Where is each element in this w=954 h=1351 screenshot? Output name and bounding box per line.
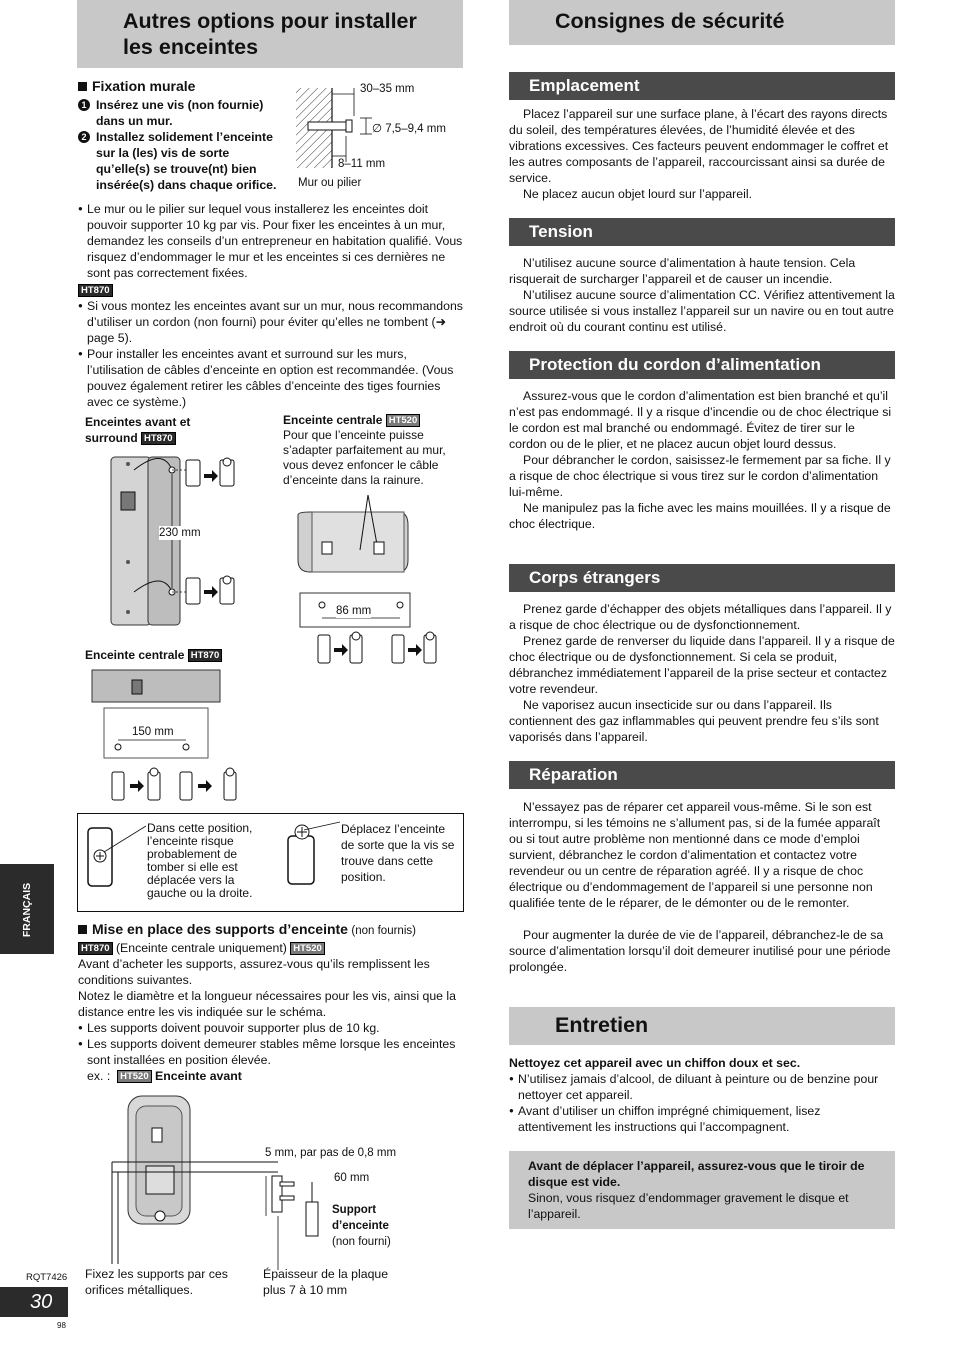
square-bullet-icon [78,82,87,91]
wall-notes [78,201,463,410]
plate-label: Épaisseur de la plaque plus 7 à 10 mm [263,1267,389,1297]
dim-8-11: 8–11 mm [338,158,386,170]
section-heading-emplacement: Emplacement [509,72,895,100]
step-number-icon: 2 [78,131,90,143]
stands-heading: Mise en place des supports d’enceinte (non fournis) [78,921,464,939]
maint-body: Nettoyez cet appareil avec un chiffon doux et sec. ● N’utilisez jamais d’alcool, de diluant à peinture ou de benzine pour nettoyer cet appareil. ● Avant d’utiliser un chiffon imprégné chimiquement, lisez attentivement les instructions qui l’accompagnent. [509,1055,895,1135]
square-bullet-icon [78,925,87,934]
model-tag: HT520 [117,1070,152,1083]
page-small: 98 [57,1321,66,1330]
wall-label: Mur ou pilier [298,177,362,189]
model-tag: HT520 [386,414,421,427]
dim-86: 86 mm [336,605,372,617]
wall-note-2: ● Si vous montez les enceintes avant sur un mur, nous recommandons d’utiliser un cordon (non fourni) pour éviter qu’elles ne tombent (➜ page 5). [78,298,463,346]
screw-position-right-icon [284,822,344,902]
dim-diameter: ∅ 7,5–9,4 mm [372,123,446,135]
note-right-text: Déplacez l’enceinte de sorte que la vis se trouve dans cette position. [341,822,455,884]
example-row: ex. : HT520 Enceinte avant [87,1069,242,1083]
warning-text: Avant de déplacer l’appareil, assurez-vous que le tiroir de disque est vide. Sinon, vous risquez d’endommager gravement le disque et l’appareil. [528,1159,865,1221]
wall-steps [78,97,286,193]
model-tag: HT520 [290,942,325,955]
stands-body: HT870 (Enceinte centrale uniquement) HT520 Avant d’acheter les supports, assurez-vous qu’ils remplissent les conditions suivantes. Notez le diamètre et la longueur nécessaires pour les vis, ainsi que la distance entre les vis indiquée sur le schéma. ● Les supports doivent pouvoir supporter plus de 10 kg. ● Les supports doivent demeurer stables même lorsque les enceintes sont installées en position élevée. ex. : HT520 Enceinte avant [78,940,464,1084]
center-ht520-diagram [290,490,465,670]
doc-code: RQT7426 [26,1272,68,1283]
screw-position-left-icon [84,822,144,902]
section-body-emplacement: Placez l’appareil sur une surface plane, à l’écart des rayons directs du soleil, des températures élevées, de l’humidité élevée et des vibrations excessives. Ces facteurs peuvent endommager le coffret et les autres composants de l’appareil, raccourcissant ainsi sa durée de service. Ne placez aucun objet lourd sur l’appareil. [509,107,889,201]
stands-tags: HT870 (Enceinte centrale uniquement) HT520 [78,940,464,956]
wall-heading: Fixation murale [78,78,195,94]
right-title: Consignes de sécurité [555,9,785,33]
note-left-text: Dans cette position, l’enceinte risque probablement de tomber si elle est déplacée vers la gauche ou la droite. [147,821,253,900]
section-body-corps: Prenez garde d’échapper des objets métalliques dans l’appareil. Il y a risque de choc électrique ou de dysfonctionnement. Prenez garde de renverser du liquide dans l’appareil. Il y a risque de choc électrique ou de dysfonctionnement. Si cela se produit, débranchez immédiatement l’appareil de la prise secteur et contactez votre revendeur. Ne vaporisez aucun insecticide sur ou dans l’appareil. Ils contiennent des gaz inflammables qui peuvent prendre feu s’ils sont vaporisés dans l’appareil. [509,602,895,744]
front-surround-label: Enceintes avant et surround HT870 [85,415,191,445]
support-label: Support d’enceinte (non fourni) [332,1204,391,1248]
model-tag: HT870 [78,284,113,297]
dim-230: 230 mm [159,527,201,539]
page-number: 30 [30,1291,53,1313]
wall-step-2: 2 Installez solidement l’enceinte sur la (les) vis de sorte qu’elle(s) se trouve(nt) bien insérée(s) dans chaque orifice. [78,129,286,193]
dim-30-35: 30–35 mm [360,83,415,95]
section-body-reparation: N’essayez pas de réparer cet appareil vous-même. Si le son est interrompu, si les témoins ne s’allument pas, si de la fumée apparaît ou si tout autre problème non mentionné dans ce mode d’emploi survient, débranchez le cordon d’alimentation et contactez votre revendeur ou un centre de réparation agréé. Il y a risque de choc électrique ou d’endommagement de l’appareil si une personne non qualifiée tente de le réparer, de le démonter ou de le remonter. Pour augmenter la durée de vie de l’appareil, débranchez-le de sa source d’alimentation lorsqu’il doit demeurer inutilisé pour une période prolongée. [509,800,891,974]
center-ht870-label: Enceinte centrale HT870 [85,647,222,663]
maint-title: Entretien [555,1013,649,1037]
step-number-icon: 1 [78,99,90,111]
section-body-tension: N’utilisez aucune source d’alimentation à haute tension. Cela risquerait de surcharger l’appareil et de causer un incendie. N’utilisez aucune source d’alimentation CC. Vérifiez attentivement la source utilisée si vous installez l’appareil sur un navire ou en tout autre endroit où du courant continu est utilisé. [509,256,895,334]
section-body-cordon: Assurez-vous que le cordon d’alimentation est bien branché et qu’il n’est pas endommagé. Il y a risque d’incendie ou de choc électrique si le cordon est mal branché ou endommagé. Évitez de tirer sur le cordon ou de le plier, et ne placez aucun objet lourd dessus. Pour débrancher le cordon, saisissez-le fermement par sa fiche. Il y a risque de choc électrique si vous tirez sur le cordon d’alimentation lui-même. Ne manipulez pas la fiche avec les mains mouillées. Il y a risque de choc électrique. [509,389,892,531]
left-title: Autres options pour installer les enceintes [123,9,417,59]
model-tag: HT870 [141,432,176,445]
wall-note-1: ● Le mur ou le pilier sur lequel vous installerez les enceintes doit pouvoir supporter 10 kg par vis. Pour fixer les enceintes à un mur, demandez les conseils d’un entrepreneur en habitation qualifié. Vous risquez d’endommager le mur et les enceintes si ces dernières ne sont pas correctement fixées. [78,201,463,281]
wall-note-3: ● Pour installer les enceintes avant et surround sur les murs, l’utilisation de câbles d’enceinte en option est recommandée. (Vous pouvez également retirer les câbles d’enceinte des tiges fournies avec ce système.) [78,346,463,410]
dim-5mm: 5 mm, par pas de 0,8 mm [265,1147,397,1159]
section-heading-cordon: Protection du cordon d’alimentation [509,351,895,379]
fix-label: Fixez les supports par ces orifices métalliques. [85,1267,228,1297]
section-heading-corps: Corps étrangers [509,564,895,592]
ht870-tag-row [78,282,463,298]
wall-step-1: 1 Insérez une vis (non fournie) dans un mur. [78,97,286,129]
model-tag: HT870 [78,942,113,955]
dim-60mm: 60 mm [334,1172,370,1184]
section-heading-tension: Tension [509,218,895,246]
center-ht520-block: Enceinte centrale HT520 Pour que l’enceinte puisse s’adapter parfaitement au mur, vous devez enfoncer le câble d’enceinte dans la rainure. [283,413,446,487]
model-tag: HT870 [188,649,223,662]
dim-150: 150 mm [132,726,174,738]
section-heading-reparation: Réparation [509,761,895,789]
language-tab-label: FRANÇAIS [21,882,33,938]
